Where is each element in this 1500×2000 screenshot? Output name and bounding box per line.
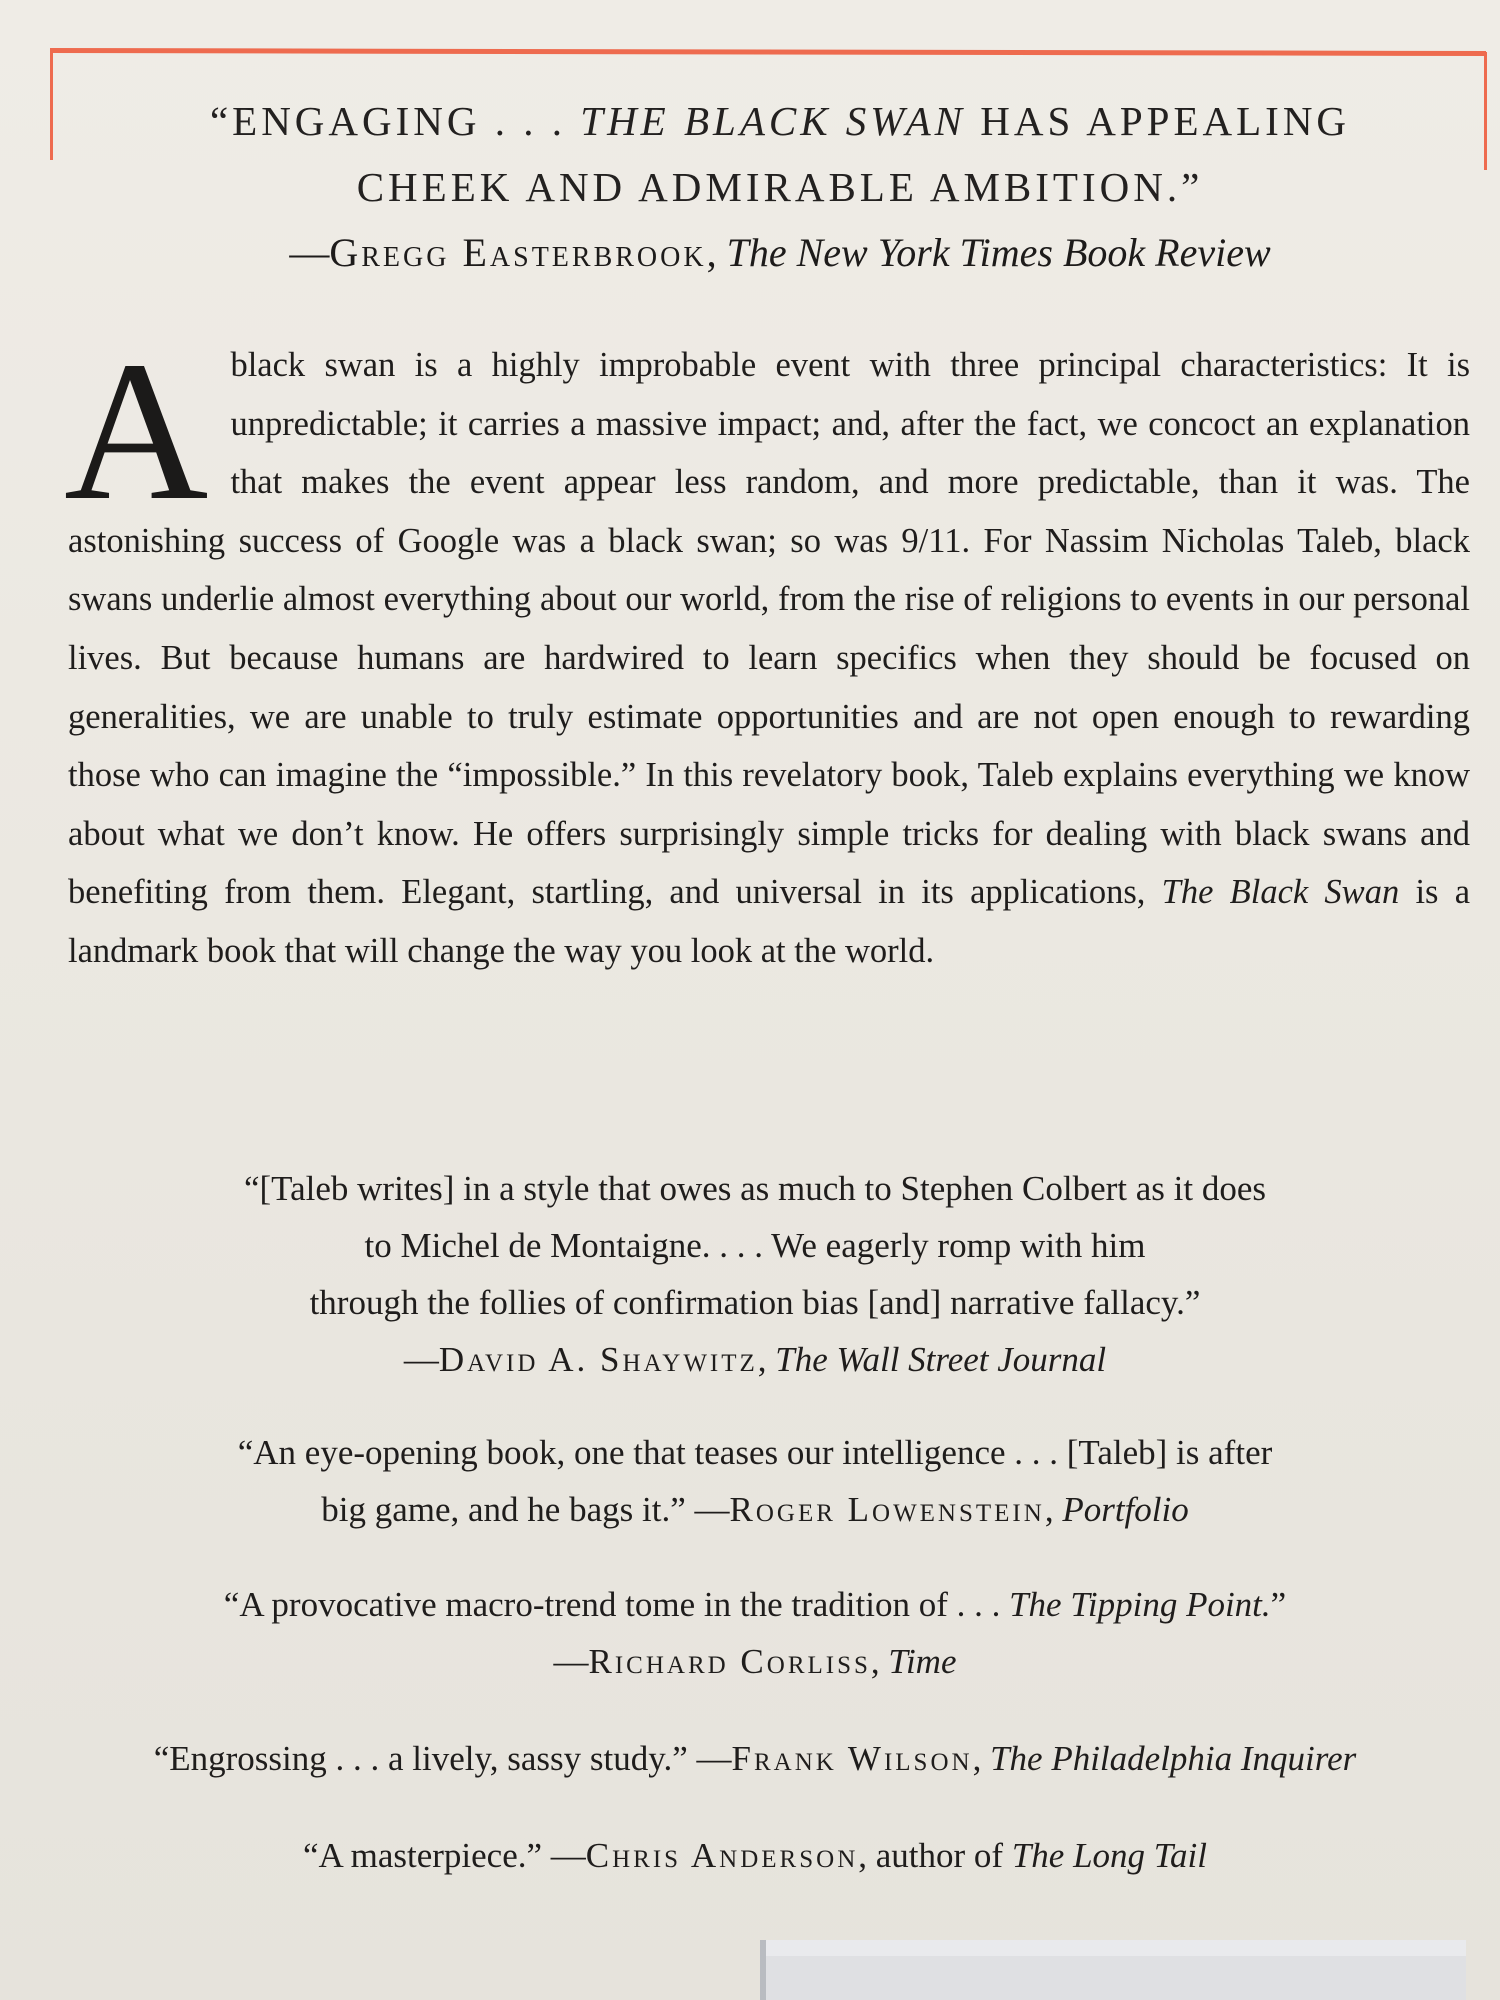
featured-quote-text: “ENGAGING . . . <box>209 98 581 144</box>
blurb-time <box>40 1576 1470 1690</box>
blurb-line <box>40 1576 1470 1633</box>
publication-name: Portfolio <box>1062 1490 1189 1529</box>
attribution-separator: , <box>1044 1490 1063 1529</box>
sticker-edge <box>766 1940 1466 1956</box>
drop-cap: A <box>64 321 209 542</box>
review-blurbs <box>40 1160 1470 1884</box>
attribution-dash: — <box>403 1340 439 1379</box>
blurb-attribution <box>40 1633 1470 1690</box>
attribution-text: , author of <box>858 1836 1012 1875</box>
publication-name: Time <box>888 1642 957 1681</box>
attribution-separator: , <box>972 1739 991 1778</box>
reviewer-name: Chris Anderson <box>585 1836 859 1875</box>
publication-name: The Philadelphia Inquirer <box>990 1739 1357 1778</box>
blurb-line: through the follies of confirmation bias [and] narrative fallacy.” <box>309 1283 1201 1322</box>
featured-quote-text: HAS APPEALING <box>966 98 1351 144</box>
blurb-line: “[Taleb writes] in a style that owes as much to Stephen Colbert as it does <box>243 1169 1267 1208</box>
attribution-dash: — <box>553 1642 589 1681</box>
blurb-line-with-attribution <box>40 1827 1470 1884</box>
featured-quote-line-1 <box>80 88 1480 154</box>
publication-name: The Long Tail <box>1011 1836 1207 1875</box>
blurb-book-title: The Tipping Point. <box>1009 1585 1271 1624</box>
publication-name: The Wall Street Journal <box>775 1340 1107 1379</box>
blurb-text: ” <box>1270 1585 1287 1624</box>
reviewer-name: Roger Lowenstein <box>729 1490 1045 1529</box>
blurb-line: “An eye-opening book, one that teases our intelligence . . . [Taleb] is after <box>237 1433 1273 1472</box>
blurb-line: to Michel de Montaigne. . . . We eagerly romp with him <box>364 1226 1146 1265</box>
description-text-end: is a landmark book that will change the way you look at the world. <box>68 873 1471 970</box>
blurb-text: “A provocative macro-trend tome in the tradition of . . . <box>223 1585 1010 1624</box>
featured-review-quote <box>80 88 1480 286</box>
blurb-portfolio <box>40 1424 1470 1538</box>
attribution-separator: , <box>757 1340 776 1379</box>
blurb-text: big game, and he bags it.” — <box>321 1490 730 1529</box>
frame-top-border <box>50 48 1486 56</box>
attribution-dash: — <box>289 230 330 275</box>
blurb-wsj <box>40 1160 1470 1388</box>
blurb-text: “A masterpiece.” — <box>302 1836 586 1875</box>
reviewer-name: Frank Wilson <box>731 1739 973 1778</box>
blurb-text: “Engrossing . . . a lively, sassy study.” — <box>153 1739 732 1778</box>
blurb-line-with-attribution <box>40 1730 1470 1787</box>
blurb-inquirer <box>40 1730 1470 1787</box>
description-book-title: The Black Swan <box>1161 873 1400 912</box>
publication-name: The New York Times Book Review <box>726 230 1271 275</box>
frame-left-border <box>50 48 53 160</box>
blurb-line-with-attribution <box>40 1481 1470 1538</box>
featured-quote-book-title: THE BLACK SWAN <box>580 98 966 144</box>
reviewer-name: Richard Corliss <box>588 1642 871 1681</box>
featured-quote-attribution <box>80 220 1480 286</box>
blurb-attribution <box>40 1331 1470 1388</box>
blurb-anderson <box>40 1827 1470 1884</box>
book-description <box>64 321 1471 981</box>
reviewer-name: Gregg Easterbrook <box>329 230 707 275</box>
attribution-separator: , <box>706 230 727 275</box>
attribution-separator: , <box>870 1642 889 1681</box>
reviewer-name: David A. Shaywitz <box>438 1340 758 1379</box>
description-text: black swan is a highly improbable event with three principal characteristics: It is unpredictable; it carries a massive impact; and, after the fact, we concoct an explanation that makes the event appear less random, and more predictable, than it was. The astonishing success of Google was a black swan; so was 9/11. For Nassim Nicholas Taleb, black swans underlie almost everything about our world, from the rise of religions to events in our personal lives. But because humans are hardwired to learn specifics when they should be focused on generalities, we are unable to truly estimate opportunities and are not open enough to rewarding those who can imagine the “impossible.” In this revelatory book, Taleb explains everything we know about what we don’t know. He offers surprisingly simple tricks for dealing with black swans and benefiting from them. Elegant, startling, and universal in its applications, <box>68 346 1470 912</box>
price-sticker <box>760 1940 1466 2000</box>
featured-quote-line-2: CHEEK AND ADMIRABLE AMBITION.” <box>356 164 1204 210</box>
frame-right-border <box>1484 52 1487 170</box>
